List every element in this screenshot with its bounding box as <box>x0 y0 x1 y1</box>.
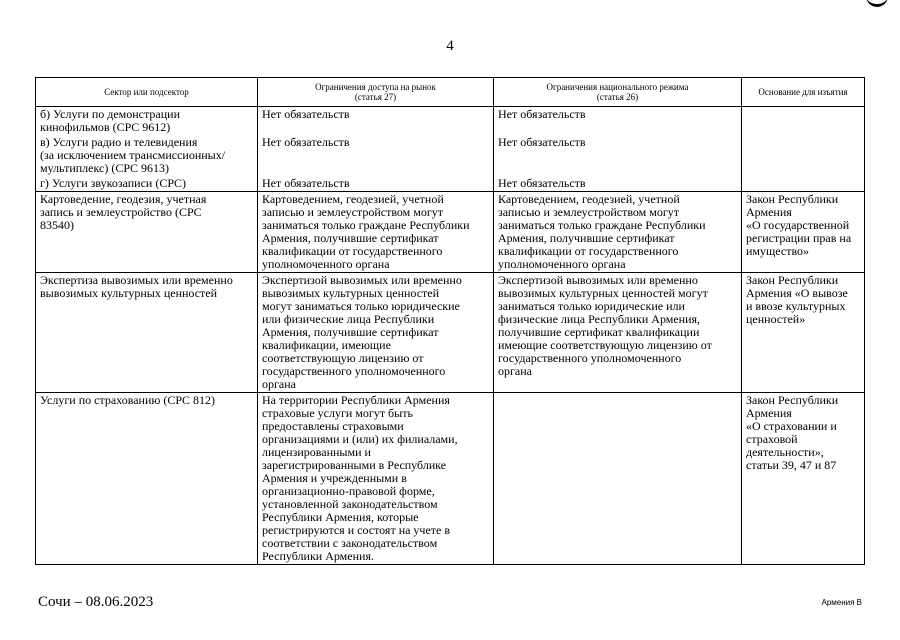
corner-scan-mark <box>866 0 888 7</box>
cell-national-treatment: Нет обязательств <box>494 107 742 136</box>
table-row <box>36 107 865 136</box>
table-row <box>36 393 865 565</box>
table-row <box>36 192 865 273</box>
cell-sector: Картоведение, геодезия, учетная запись и землеустройство (CPC 83540) <box>36 192 258 273</box>
table-header-row <box>36 78 865 107</box>
cell-sector: в) Услуги радио и телевидения (за исключением трансмиссионных/ мультиплекс) (CPC 9613) <box>36 135 258 176</box>
cell-national-treatment: Экспертизой вывозимых или временно вывозимых культурных ценностей могут заниматься только юридические или физические лица Республики Армения, получившие сертификат квалификации имеющие соответствующую лицензию от государственного уполномоченного органа <box>494 273 742 393</box>
cell-basis: Закон Республики Армения «О страховании и страховой деятельности», статьи 39, 47 и 87 <box>742 393 865 565</box>
footer-date-location: Сочи – 08.06.2023 <box>38 594 154 610</box>
cell-sector: Экспертиза вывозимых или временно вывозимых культурных ценностей <box>36 273 258 393</box>
cell-market-access: На территории Республики Армения страховые услуги могут быть предоставлены страховыми организациями и (или) их филиалами, лицензированными и зарегистрированными в Республике Армения и учрежденными в организационно-правовой форме, установленной законодательством Республики Армения, которые регистрируются и состоят на учете в соответствии с законодательством Республики Армения. <box>258 393 494 565</box>
header-national-treatment: Ограничения национального режима (статья 26) <box>494 78 742 107</box>
header-market-access: Ограничения доступа на рынок (статья 27) <box>258 78 494 107</box>
cell-basis <box>742 135 865 176</box>
cell-national-treatment: Нет обязательств <box>494 135 742 176</box>
cell-market-access: Нет обязательств <box>258 135 494 176</box>
cell-basis <box>742 107 865 136</box>
footer-annex-label: Армения В <box>821 598 862 607</box>
table-row <box>36 273 865 393</box>
header-sector: Сектор или подсектор <box>36 78 258 107</box>
cell-national-treatment: Картоведением, геодезией, учетной записью и землеустройством могут заниматься только граждане Республики Армения, получившие сертификат квалификации от государственного уполномоченного органа <box>494 192 742 273</box>
cell-sector: Услуги по страхованию (CPC 812) <box>36 393 258 565</box>
cell-national-treatment: Нет обязательств <box>494 176 742 192</box>
cell-basis <box>742 176 865 192</box>
cell-market-access: Нет обязательств <box>258 176 494 192</box>
schedule-table <box>35 77 865 565</box>
table-row <box>36 135 865 176</box>
cell-national-treatment <box>494 393 742 565</box>
table-row <box>36 176 865 192</box>
page-number: 4 <box>446 38 454 54</box>
cell-sector: б) Услуги по демонстрации кинофильмов (CPC 9612) <box>36 107 258 136</box>
header-basis: Основание для изъятия <box>742 78 865 107</box>
cell-market-access: Картоведением, геодезией, учетной записью и землеустройством могут заниматься только граждане Республики Армения, получившие сертификат квалификации от государственного уполномоченного органа <box>258 192 494 273</box>
cell-market-access: Нет обязательств <box>258 107 494 136</box>
cell-basis: Закон Республики Армения «О государственной регистрации прав на имущество» <box>742 192 865 273</box>
cell-sector: г) Услуги звукозаписи (CPC) <box>36 176 258 192</box>
cell-market-access: Экспертизой вывозимых или временно вывозимых культурных ценностей могут заниматься только юридические или физические лица Республики Армения, получившие сертификат квалификации, имеющие соответствующую лицензию от государственного уполномоченного органа <box>258 273 494 393</box>
cell-basis: Закон Республики Армения «О вывозе и ввозе культурных ценностей» <box>742 273 865 393</box>
